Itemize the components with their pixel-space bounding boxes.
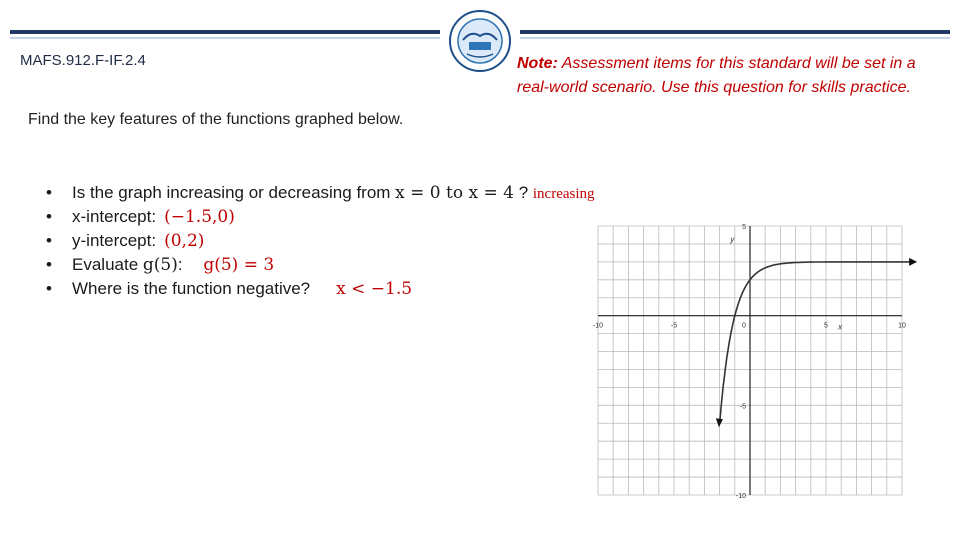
question-list	[46, 181, 595, 301]
district-logo	[449, 10, 511, 72]
list-item: • Evaluate g(5): g(5) = 3	[46, 253, 595, 277]
x-tick-label: -5	[670, 322, 678, 330]
x-tick-label: -10	[592, 322, 604, 330]
list-item: • y-intercept: (0,2)	[46, 229, 595, 253]
left-arrowhead	[716, 418, 723, 427]
y-tick-label: -5	[739, 403, 746, 411]
note-text: Assessment items for this standard will be set in a real-world scenario. Use this question for skills practice.	[517, 55, 916, 96]
list-item: • x-intercept: (−1.5,0)	[46, 205, 595, 229]
header-rule-right	[520, 30, 950, 34]
answer-text: increasing	[532, 186, 595, 202]
list-item: • Where is the function negative? x < −1.5	[46, 277, 595, 301]
math-interval: x = 0 to x = 4	[395, 183, 514, 203]
x-axis-label: x	[838, 322, 843, 332]
x-tick-label: 0	[742, 322, 746, 330]
math-expr: g(5)	[142, 255, 178, 275]
x-tick-label: 5	[824, 322, 828, 330]
answer-text: g(5) = 3	[203, 255, 275, 275]
function-curve	[720, 262, 911, 420]
y-tick-label: -10	[735, 493, 746, 500]
header-rule-left	[10, 30, 440, 34]
answer-text: (0,2)	[164, 231, 205, 251]
standard-code: MAFS.912.F-IF.2.4	[20, 52, 146, 69]
function-graph	[590, 218, 920, 503]
right-arrowhead	[909, 258, 917, 266]
header-rule-right-light	[520, 37, 950, 39]
y-axis-label: y	[730, 235, 735, 245]
y-tick-label: 5	[742, 224, 746, 231]
assessment-note	[517, 52, 947, 100]
list-item: • Is the graph increasing or decreasing from x = 0 to x = 4 ? increasing	[46, 181, 595, 205]
header-rule-left-light	[10, 37, 440, 39]
answer-text: (−1.5,0)	[164, 207, 235, 227]
answer-text: x < −1.5	[336, 279, 413, 299]
x-tick-label: 10	[898, 322, 906, 330]
note-label: Note:	[517, 55, 558, 72]
prompt-text: Find the key features of the functions graphed below.	[28, 111, 404, 128]
